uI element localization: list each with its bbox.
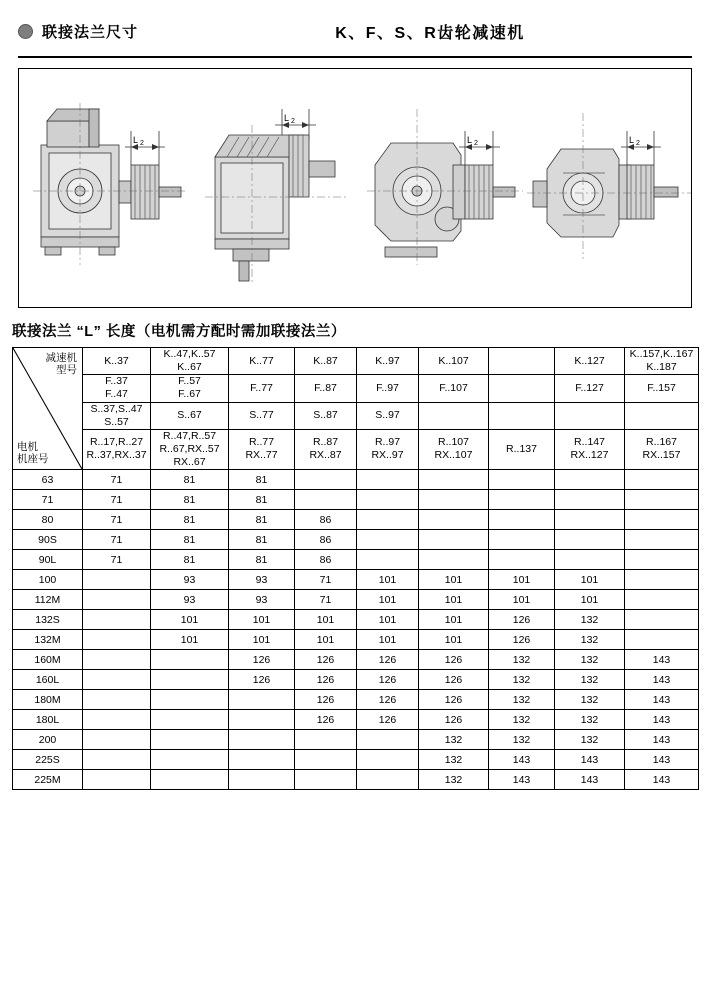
cell-132m-5: 101 [357,630,419,650]
cell-180l-6: 126 [419,710,489,730]
row-label-160m: 160M [13,650,83,670]
table-row [13,610,699,630]
table-row [13,570,699,590]
cell-63-4 [295,470,357,490]
figure-f-series [187,69,355,307]
figure-row [19,69,691,307]
page-header [0,0,710,62]
spec-table-wrapper [12,347,698,790]
cell-80-9 [625,510,699,530]
cell-80-1: 71 [83,510,151,530]
col-header-k-3: K..77 [229,348,295,375]
cell-63-5 [357,470,419,490]
table-row [13,710,699,730]
svg-text:2: 2 [140,140,144,147]
row-label-112m: 112M [13,590,83,610]
cell-225m-4 [295,770,357,790]
cell-160m-8: 132 [555,650,625,670]
col-header-f-9: F..157 [625,375,699,402]
cell-225m-3 [229,770,295,790]
cell-132m-9 [625,630,699,650]
cell-180l-9: 143 [625,710,699,730]
table-corner-header [13,348,83,470]
table-row [13,470,699,490]
cell-90l-3: 81 [229,550,295,570]
cell-90s-7 [489,530,555,550]
cell-71-5 [357,490,419,510]
corner-top-label: 减速机 型号 [45,352,77,377]
col-header-r-7: R..137 [489,429,555,469]
cell-112m-6: 101 [419,590,489,610]
row-label-80: 80 [13,510,83,530]
col-header-k-5: K..97 [357,348,419,375]
cell-225s-4 [295,750,357,770]
cell-180m-6: 126 [419,690,489,710]
cell-80-3: 81 [229,510,295,530]
cell-112m-8: 101 [555,590,625,610]
col-header-f-6: F..107 [419,375,489,402]
cell-112m-2: 93 [151,590,229,610]
table-row [13,650,699,670]
col-header-s-8 [555,402,625,429]
dimension-label-l2-1: L [133,135,139,145]
row-label-200: 200 [13,730,83,750]
cell-90s-9 [625,530,699,550]
cell-180m-8: 132 [555,690,625,710]
col-header-r-8: R..147 RX..127 [555,429,625,469]
cell-100-6: 101 [419,570,489,590]
cell-71-6 [419,490,489,510]
row-label-90l: 90L [13,550,83,570]
cell-90l-9 [625,550,699,570]
cell-132s-9 [625,610,699,630]
cell-112m-3: 93 [229,590,295,610]
col-header-s-6 [419,402,489,429]
cell-225m-6: 132 [419,770,489,790]
cell-112m-1 [83,590,151,610]
cell-90s-2: 81 [151,530,229,550]
cell-160l-9: 143 [625,670,699,690]
cell-160l-4: 126 [295,670,357,690]
col-header-r-6: R..107 RX..107 [419,429,489,469]
cell-100-2: 93 [151,570,229,590]
cell-160m-6: 126 [419,650,489,670]
cell-63-3: 81 [229,470,295,490]
cell-200-2 [151,730,229,750]
cell-132s-4: 101 [295,610,357,630]
cell-100-5: 101 [357,570,419,590]
cell-71-9 [625,490,699,510]
cell-112m-5: 101 [357,590,419,610]
gearbox-drawing-4 [523,69,698,309]
cell-225s-2 [151,750,229,770]
cell-225m-9: 143 [625,770,699,790]
cell-160l-7: 132 [489,670,555,690]
table-row [13,490,699,510]
cell-71-8 [555,490,625,510]
cell-90s-4: 86 [295,530,357,550]
cell-63-6 [419,470,489,490]
cell-160m-7: 132 [489,650,555,670]
cell-160l-6: 126 [419,670,489,690]
table-row [13,510,699,530]
cell-180l-3 [229,710,295,730]
cell-180l-4: 126 [295,710,357,730]
cell-160m-4: 126 [295,650,357,670]
cell-200-4 [295,730,357,750]
table-row [13,550,699,570]
cell-80-4: 86 [295,510,357,530]
cell-112m-4: 71 [295,590,357,610]
cell-100-3: 93 [229,570,295,590]
cell-132m-6: 101 [419,630,489,650]
cell-71-2: 81 [151,490,229,510]
table-row [13,690,699,710]
col-header-s-2: S..67 [151,402,229,429]
cell-225m-5 [357,770,419,790]
dimension-label-l2-3: L [467,135,473,145]
cell-71-3: 81 [229,490,295,510]
col-header-f-8: F..127 [555,375,625,402]
cell-180l-5: 126 [357,710,419,730]
row-label-63: 63 [13,470,83,490]
svg-text:2: 2 [291,118,295,125]
row-label-100: 100 [13,570,83,590]
table-row [13,670,699,690]
cell-160l-8: 132 [555,670,625,690]
cell-160l-5: 126 [357,670,419,690]
cell-100-9 [625,570,699,590]
col-header-f-7 [489,375,555,402]
cell-225s-3 [229,750,295,770]
table-row [13,730,699,750]
figure-r-series [523,69,691,307]
cell-180m-5: 126 [357,690,419,710]
col-header-f-3: F..77 [229,375,295,402]
section-title: 联接法兰 “L” 长度（电机需方配时需加联接法兰） [12,324,346,340]
header-divider [18,56,692,58]
cell-80-7 [489,510,555,530]
cell-160l-1 [83,670,151,690]
col-header-s-7 [489,402,555,429]
row-label-180m: 180M [13,690,83,710]
cell-90l-1: 71 [83,550,151,570]
cell-100-7: 101 [489,570,555,590]
cell-80-8 [555,510,625,530]
col-header-s-1: S..37,S..47 S..57 [83,402,151,429]
cell-132s-1 [83,610,151,630]
col-header-f-4: F..87 [295,375,357,402]
cell-200-6: 132 [419,730,489,750]
cell-80-2: 81 [151,510,229,530]
cell-180m-3 [229,690,295,710]
header-row-k [13,348,699,375]
cell-100-4: 71 [295,570,357,590]
product-family-title: K、F、S、R齿轮减速机 [335,24,525,42]
cell-180m-2 [151,690,229,710]
row-label-132s: 132S [13,610,83,630]
row-label-225m: 225M [13,770,83,790]
corner-bottom-label: 电机 机座号 [17,441,49,466]
cell-90s-5 [357,530,419,550]
cell-90l-6 [419,550,489,570]
cell-225m-8: 143 [555,770,625,790]
cell-90l-4: 86 [295,550,357,570]
col-header-s-4: S..87 [295,402,357,429]
col-header-s-3: S..77 [229,402,295,429]
col-header-s-9 [625,402,699,429]
cell-180l-2 [151,710,229,730]
cell-71-4 [295,490,357,510]
cell-90s-1: 71 [83,530,151,550]
col-header-s-5: S..97 [357,402,419,429]
col-header-r-2: R..47,R..57 R..67,RX..57 RX..67 [151,429,229,469]
col-header-k-2: K..47,K..57 K..67 [151,348,229,375]
col-header-k-8: K..127 [555,348,625,375]
cell-225m-1 [83,770,151,790]
cell-225s-7: 143 [489,750,555,770]
cell-63-1: 71 [83,470,151,490]
cell-160l-2 [151,670,229,690]
cell-180l-8: 132 [555,710,625,730]
cell-132s-6: 101 [419,610,489,630]
row-label-71: 71 [13,490,83,510]
cell-225s-6: 132 [419,750,489,770]
cell-160m-5: 126 [357,650,419,670]
row-label-132m: 132M [13,630,83,650]
cell-132s-8: 132 [555,610,625,630]
row-label-180l: 180L [13,710,83,730]
cell-225m-2 [151,770,229,790]
row-label-90s: 90S [13,530,83,550]
cell-112m-7: 101 [489,590,555,610]
col-header-r-4: R..87 RX..87 [295,429,357,469]
cell-90l-7 [489,550,555,570]
flange-length-table [12,347,699,790]
cell-71-7 [489,490,555,510]
figure-k-series [19,69,187,307]
cell-63-8 [555,470,625,490]
gearbox-drawing-3 [355,69,530,309]
table-row [13,590,699,610]
col-header-f-1: F..37 F..47 [83,375,151,402]
cell-132m-4: 101 [295,630,357,650]
col-header-f-2: F..57 F..67 [151,375,229,402]
cell-160m-9: 143 [625,650,699,670]
cell-132m-1 [83,630,151,650]
svg-text:2: 2 [474,140,478,147]
cell-200-8: 132 [555,730,625,750]
table-row [13,630,699,650]
col-header-k-6: K..107 [419,348,489,375]
gearbox-drawing-2 [187,69,362,309]
col-header-k-4: K..87 [295,348,357,375]
cell-225s-8: 143 [555,750,625,770]
cell-180m-9: 143 [625,690,699,710]
cell-200-7: 132 [489,730,555,750]
cell-132m-8: 132 [555,630,625,650]
header-left-group [18,21,138,42]
cell-71-1: 71 [83,490,151,510]
gearbox-drawing-1 [19,69,194,309]
svg-text:2: 2 [636,140,640,147]
cell-132s-5: 101 [357,610,419,630]
cell-200-1 [83,730,151,750]
cell-100-8: 101 [555,570,625,590]
header-row-s [13,402,699,429]
cell-90s-8 [555,530,625,550]
cell-90s-6 [419,530,489,550]
cell-90l-2: 81 [151,550,229,570]
cell-63-7 [489,470,555,490]
dimension-label-l2-2: L [284,113,290,123]
col-header-r-5: R..97 RX..97 [357,429,419,469]
dimension-label-l2-4: L [629,135,635,145]
cell-132m-2: 101 [151,630,229,650]
cell-225m-7: 143 [489,770,555,790]
cell-132m-7: 126 [489,630,555,650]
col-header-r-9: R..167 RX..157 [625,429,699,469]
cell-160m-2 [151,650,229,670]
cell-180m-4: 126 [295,690,357,710]
cell-63-9 [625,470,699,490]
cell-80-5 [357,510,419,530]
cell-160m-1 [83,650,151,670]
cell-132s-2: 101 [151,610,229,630]
cell-160m-3: 126 [229,650,295,670]
row-label-160l: 160L [13,670,83,690]
cell-180m-1 [83,690,151,710]
cell-132m-3: 101 [229,630,295,650]
bullet-icon [18,24,33,39]
row-label-225s: 225S [13,750,83,770]
cell-180l-7: 132 [489,710,555,730]
header-row-f [13,375,699,402]
cell-225s-5 [357,750,419,770]
cell-90s-3: 81 [229,530,295,550]
cell-132s-3: 101 [229,610,295,630]
cell-80-6 [419,510,489,530]
col-header-k-1: K..37 [83,348,151,375]
cell-132s-7: 126 [489,610,555,630]
col-header-f-5: F..97 [357,375,419,402]
cell-225s-1 [83,750,151,770]
cell-160l-3: 126 [229,670,295,690]
cell-200-3 [229,730,295,750]
figure-panel [18,68,692,308]
cell-112m-9 [625,590,699,610]
cell-180m-7: 132 [489,690,555,710]
figure-s-series [355,69,523,307]
table-row [13,530,699,550]
cell-225s-9: 143 [625,750,699,770]
header-row-r [13,429,699,469]
col-header-r-1: R..17,R..27 R..37,RX..37 [83,429,151,469]
cell-100-1 [83,570,151,590]
table-row [13,750,699,770]
page-title: 联接法兰尺寸 [42,23,139,41]
cell-200-5 [357,730,419,750]
col-header-k-9: K..157,K..167 K..187 [625,348,699,375]
cell-63-2: 81 [151,470,229,490]
cell-200-9: 143 [625,730,699,750]
cell-90l-8 [555,550,625,570]
cell-90l-5 [357,550,419,570]
cell-180l-1 [83,710,151,730]
table-row [13,770,699,790]
col-header-r-3: R..77 RX..77 [229,429,295,469]
col-header-k-7 [489,348,555,375]
